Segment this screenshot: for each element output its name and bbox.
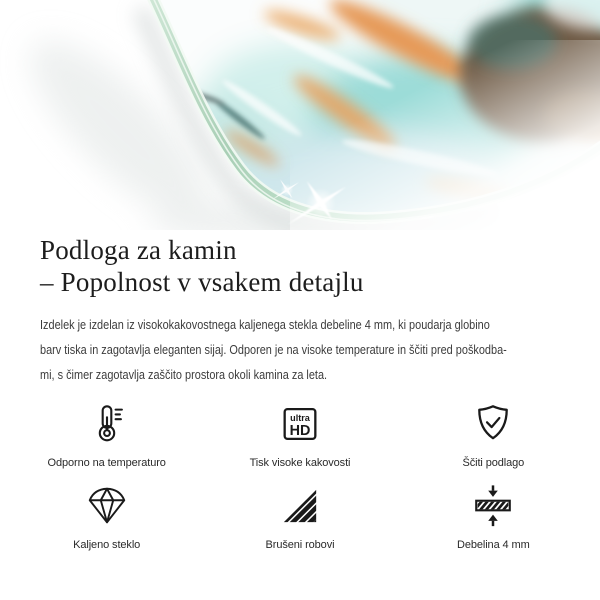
description-line-1: Izdelek je izdelan iz visokokakovostnega kaljenega stekla debeline 4 mm, ki poudarja globino bbox=[40, 317, 490, 332]
ultra-hd-icon bbox=[277, 401, 323, 447]
glass-pad-illustration bbox=[0, 0, 600, 230]
feature-tempered-glass bbox=[10, 483, 203, 551]
title-line-2: – Popolnost v vsakem detajlu bbox=[40, 267, 364, 297]
thermometer-icon bbox=[84, 401, 130, 447]
feature-label: Debelina 4 mm bbox=[456, 539, 530, 551]
feature-thickness bbox=[397, 483, 590, 551]
page-title bbox=[40, 234, 600, 298]
feature-label: Kaljeno steklo bbox=[73, 539, 141, 551]
ultra-text: ultra bbox=[290, 413, 310, 424]
product-description bbox=[40, 312, 600, 387]
title-line-1: Podloga za kamin bbox=[40, 235, 237, 265]
diamond-icon bbox=[84, 483, 130, 529]
feature-protects-floor bbox=[397, 401, 590, 469]
thickness-4mm-icon bbox=[470, 483, 516, 529]
feature-temperature-resistant bbox=[10, 401, 203, 469]
product-image bbox=[0, 0, 600, 230]
hd-text: HD bbox=[289, 423, 311, 440]
feature-label: Tisk visoke kakovosti bbox=[249, 457, 351, 469]
description-line-2: barv tiska in zagotavlja eleganten sijaj. Odporen je na visoke temperature in ščiti pred poškodba- bbox=[40, 342, 507, 357]
white-fade bbox=[290, 40, 600, 230]
feature-grid bbox=[10, 401, 590, 551]
feature-polished-edges bbox=[203, 483, 396, 551]
beveled-edges-icon bbox=[277, 483, 323, 529]
feature-label: Ščiti podlago bbox=[462, 457, 525, 469]
description-line-3: mi, s čimer zagotavlja zaščito prostora okoli kamina za leta. bbox=[40, 367, 328, 382]
feature-label: Odporno na temperaturo bbox=[47, 457, 166, 469]
feature-label: Brušeni robovi bbox=[265, 539, 335, 551]
shield-check-icon bbox=[470, 401, 516, 447]
feature-print-quality bbox=[203, 401, 396, 469]
